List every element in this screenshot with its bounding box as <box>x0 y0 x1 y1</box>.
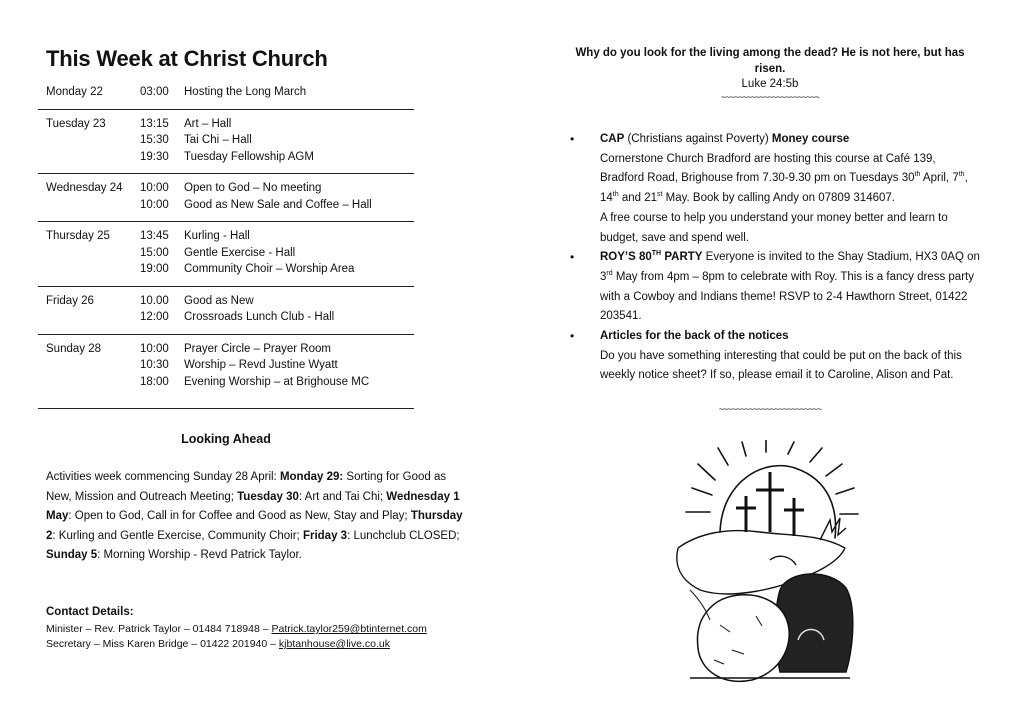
schedule-row <box>46 180 414 197</box>
schedule-activity: Gentle Exercise - Hall <box>184 246 296 259</box>
item-text: : Lunchclub CLOSED; <box>347 529 460 542</box>
minister-email-link[interactable]: Patrick.taylor259@btinternet.com <box>271 623 427 635</box>
notice-title: Articles for the back of the notices <box>600 330 789 343</box>
divider: ~~~~~~~~~~~~~~~~~~~~~~~ <box>721 92 819 102</box>
minister-line <box>46 622 427 637</box>
schedule-row <box>46 357 414 374</box>
schedule-day <box>46 245 140 262</box>
schedule-activity: Evening Worship – at Brighouse MC <box>184 375 370 388</box>
notice-body: Everyone is invited to the Shay Stadium, HX3 0AQ on 3 <box>600 251 980 283</box>
schedule-day <box>46 309 140 326</box>
schedule-row <box>46 228 414 245</box>
schedule-time: 10.00 <box>140 294 169 307</box>
bible-verse: Why do you look for the living among the dead? He is not here, but has risen. <box>575 47 965 75</box>
notice-body: April, 7 <box>920 172 959 185</box>
schedule-activity: Good as New <box>184 294 254 307</box>
schedule-day <box>46 261 140 278</box>
item-text: : Art and Tai Chi; <box>298 490 387 503</box>
schedule-activity: Kurling - Hall <box>184 230 250 242</box>
schedule-row <box>46 245 414 262</box>
item-label: Thursday 2 <box>46 510 463 542</box>
schedule-day <box>46 149 140 166</box>
schedule-row <box>46 197 414 214</box>
schedule-row <box>46 293 414 310</box>
schedule-day: Thursday 25 <box>46 230 110 242</box>
item-label: Tuesday 30 <box>237 490 299 503</box>
empty-tomb-crosses-illustration <box>670 440 860 690</box>
bullet-icon: • <box>570 329 575 344</box>
item-label: Friday 3 <box>302 529 348 542</box>
schedule-row <box>46 374 414 391</box>
weekly-schedule <box>38 84 414 415</box>
item-label: Wednesday 1 May <box>46 490 460 522</box>
schedule-day: Sunday 28 <box>46 342 101 355</box>
notice-item <box>566 327 980 386</box>
schedule-row <box>46 261 414 278</box>
superscript: rd <box>606 270 613 278</box>
schedule-activity: Prayer Circle – Prayer Room <box>184 342 331 355</box>
notice-body: and 21 <box>618 192 658 205</box>
looking-ahead-text <box>46 468 466 566</box>
bullet-icon: • <box>570 132 575 146</box>
notice-body: Cornerstone Church Bradford are hosting this course at Café 139, Bradford Road, Brighouse from 7.30-9.30 pm on Tuesdays 30 <box>600 152 936 185</box>
schedule-activity: Art – Hall <box>184 117 232 130</box>
schedule-day-block <box>38 116 414 175</box>
notice-title: CAP <box>600 133 625 145</box>
tomb-icon <box>690 574 853 681</box>
schedule-day <box>46 374 140 391</box>
schedule-time: 18:00 <box>140 375 169 388</box>
schedule-time: 15:00 <box>140 246 169 259</box>
item-text: : Kurling and Gentle Exercise, Community Choir; <box>52 529 303 542</box>
schedule-time: 10:00 <box>140 182 169 194</box>
schedule-activity: Tai Chi – Hall <box>184 134 252 146</box>
notice-item <box>566 130 980 248</box>
schedule-day-block <box>38 84 414 110</box>
schedule-day: Monday 22 <box>46 86 103 98</box>
schedule-day-block <box>38 341 414 410</box>
schedule-day: Tuesday 23 <box>46 117 106 130</box>
schedule-row <box>46 132 414 149</box>
schedule-day-block <box>38 293 414 335</box>
divider: ~~~~~~~~~~~~~~~~~~~~~~~~ <box>718 404 822 414</box>
notice-body: A free course to help you understand your money better and learn to budget, save and spend well. <box>600 211 948 244</box>
notices-list <box>566 130 980 386</box>
schedule-day-block <box>38 228 414 287</box>
schedule-row <box>46 149 414 166</box>
notice-title-text: PARTY <box>661 251 703 264</box>
schedule-activity: Hosting the Long March <box>184 86 307 98</box>
schedule-activity: Community Choir – Worship Area <box>184 263 355 275</box>
schedule-activity: Good as New Sale and Coffee – Hall <box>184 198 372 211</box>
schedule-activity: Tuesday Fellowship AGM <box>184 150 314 163</box>
looking-ahead-intro: Activities week commencing Sunday 28 April: <box>46 471 280 483</box>
schedule-day: Friday 26 <box>46 294 94 307</box>
schedule-row <box>46 341 414 358</box>
item-text: Sorting for Good as New, Mission and Outreach Meeting; <box>46 471 447 503</box>
superscript: st <box>657 191 663 199</box>
schedule-time: 19:30 <box>140 150 169 163</box>
schedule-time: 10:00 <box>140 342 169 355</box>
notice-title-b: Money course <box>771 133 850 145</box>
schedule-time: 03:00 <box>140 86 169 98</box>
notice-title-text: ROY’S 80 <box>600 251 652 264</box>
schedule-time: 19:00 <box>140 263 169 275</box>
item-label: Sunday 5 <box>46 549 98 561</box>
schedule-row <box>46 309 414 326</box>
schedule-time: 12:00 <box>140 311 169 323</box>
verse-reference: Luke 24:5b <box>741 78 799 90</box>
looking-ahead-heading: Looking Ahead <box>181 432 271 446</box>
superscript: TH <box>651 250 662 258</box>
schedule-row <box>46 84 414 101</box>
page-title: This Week at Christ Church <box>46 46 328 71</box>
notice-item <box>566 248 980 327</box>
item-label: Monday 29: <box>279 471 344 483</box>
secretary-line <box>46 637 427 652</box>
schedule-time: 10:30 <box>140 359 169 371</box>
schedule-day <box>46 357 140 374</box>
item-text: : Morning Worship - Revd Patrick Taylor. <box>97 549 302 561</box>
schedule-day <box>46 132 140 149</box>
schedule-activity: Worship – Revd Justine Wyatt <box>184 359 338 371</box>
schedule-day <box>46 197 140 214</box>
notice-subtitle: (Christians against Poverty) <box>624 133 772 145</box>
crosses-icon <box>736 472 804 536</box>
superscript: th <box>958 171 965 179</box>
schedule-row <box>46 116 414 133</box>
schedule-day-block <box>38 180 414 222</box>
item-text: : Open to God, Call in for Coffee and Good as New, Stay and Play; <box>68 510 411 522</box>
secretary-email-link[interactable]: kjbtanhouse@live.co.uk <box>278 638 390 650</box>
schedule-time: 13:15 <box>140 117 169 130</box>
superscript: th <box>612 191 619 199</box>
schedule-time: 10:00 <box>140 198 169 211</box>
notice-title <box>600 251 702 263</box>
notice-body: May from 4pm – 8pm to celebrate with Roy. This is a fancy dress party with a Cowboy and Indians theme! RSVP to 2-4 Hawthorn Street, 01422 203541. <box>600 270 974 323</box>
schedule-time: 13:45 <box>140 230 169 242</box>
notice-body: May. Book by calling Andy on 07809 314607. <box>662 192 895 205</box>
bullet-icon: • <box>570 250 575 265</box>
superscript: th <box>914 171 921 179</box>
minister-text: Minister – Rev. Patrick Taylor – 01484 718948 – <box>46 623 272 635</box>
notice-body: , 14 <box>600 172 968 205</box>
contact-heading: Contact Details: <box>46 606 134 618</box>
schedule-day: Wednesday 24 <box>46 182 123 194</box>
schedule-activity: Crossroads Lunch Club - Hall <box>184 311 335 323</box>
contact-details <box>46 622 427 652</box>
secretary-text: Secretary – Miss Karen Bridge – 01422 201940 – <box>46 638 279 650</box>
notice-body: Do you have something interesting that could be put on the back of this weekly notice sheet? If so, please email it to Caroline, Alison and Pat. <box>600 349 962 382</box>
schedule-activity: Open to God – No meeting <box>184 182 322 194</box>
schedule-time: 15:30 <box>140 134 169 146</box>
